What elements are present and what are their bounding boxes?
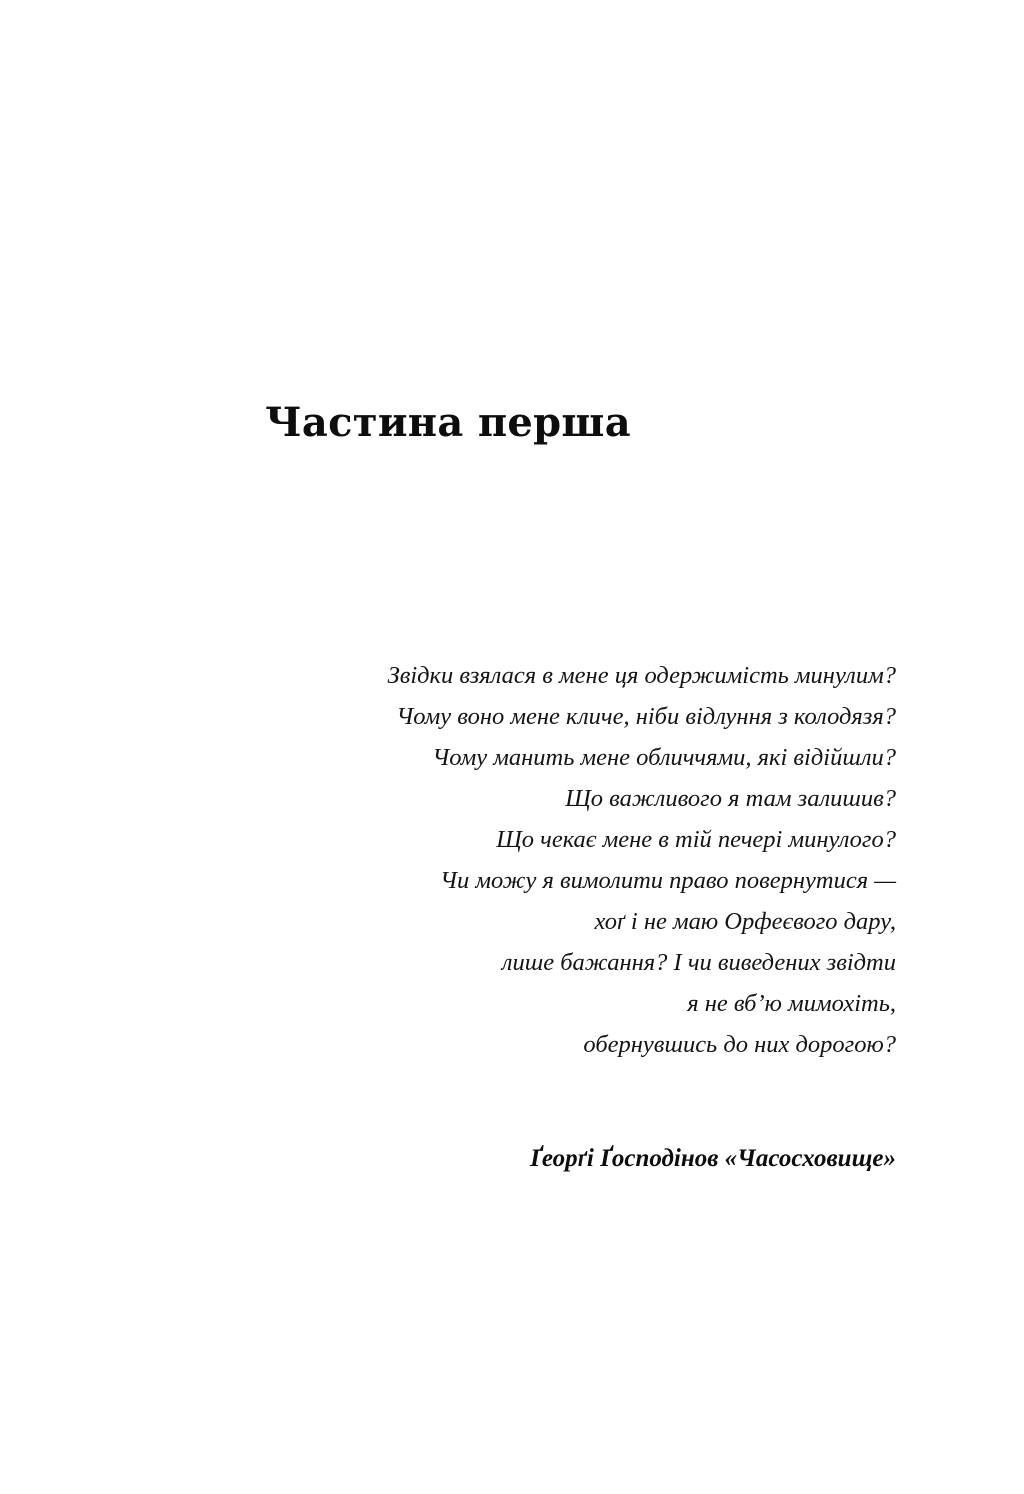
epigraph-line: Чи можу я вимолити право повернутися — (440, 867, 896, 894)
epigraph-line: лише бажання? І чи виведених звідти (501, 949, 896, 976)
epigraph-attribution: Ґеорґі Ґосподінов «Часосховище» (530, 1145, 896, 1172)
epigraph-line: я не вб’ю мимохіть, (687, 990, 896, 1017)
epigraph-line: обернувшись до них дорогою? (583, 1031, 896, 1058)
epigraph-line: Що важливого я там залишив? (565, 785, 896, 812)
epigraph-line: хоґ і не маю Орфеєвого дару, (594, 908, 896, 935)
epigraph-line: Звідки взялася в мене ця одержимість минулим? (387, 662, 896, 689)
epigraph-block (150, 655, 896, 1065)
epigraph-line: Що чекає мене в тій печері минулого? (496, 826, 896, 853)
epigraph-line: Чому воно мене кличе, ніби відлуння з колодязя? (396, 703, 896, 730)
page-title: Частина перша (265, 398, 631, 446)
epigraph-line: Чому манить мене обличчями, які відійшли? (432, 744, 896, 771)
